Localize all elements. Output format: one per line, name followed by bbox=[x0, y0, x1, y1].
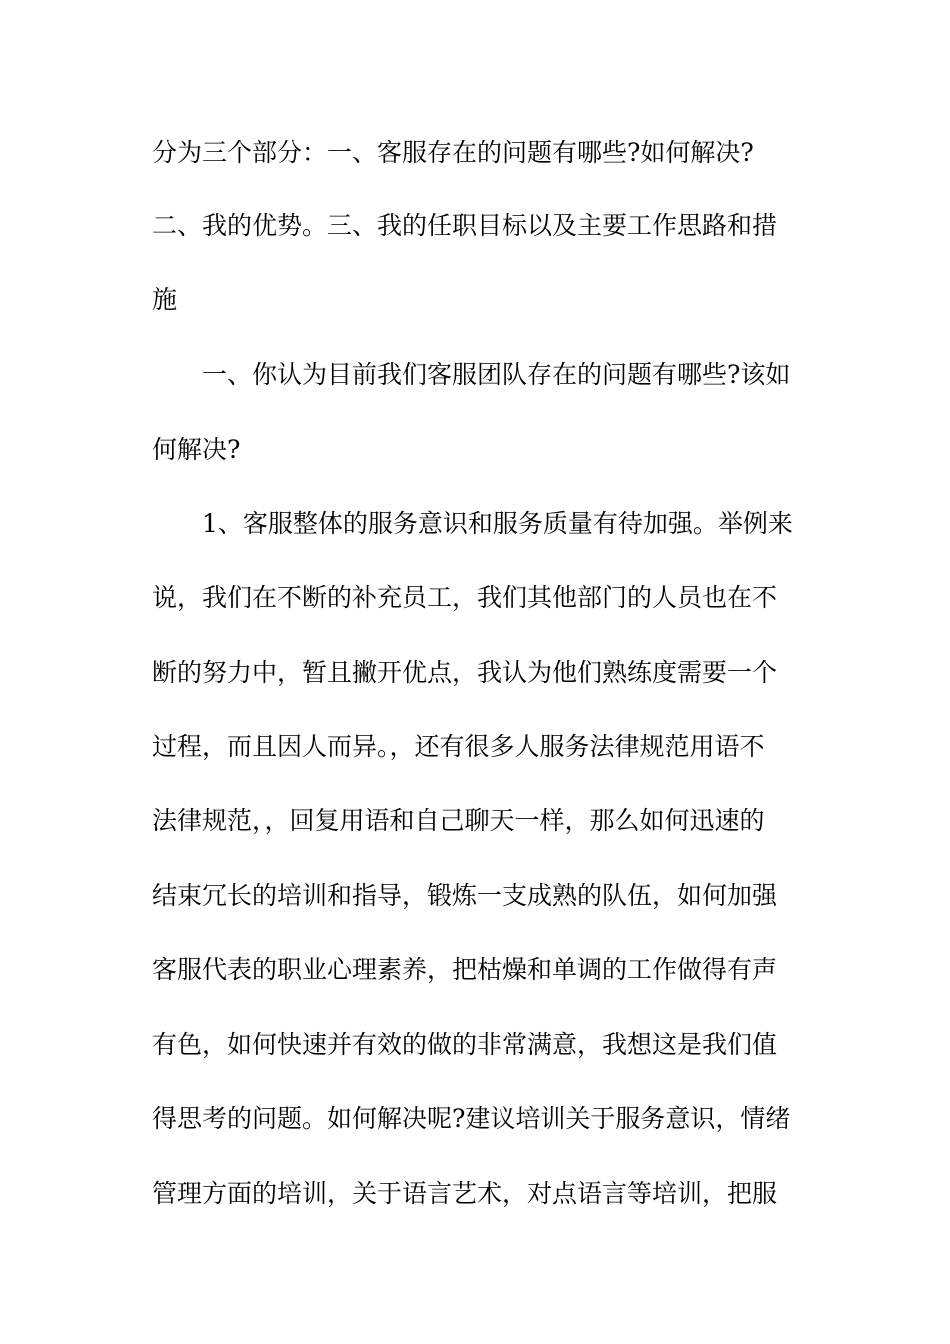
text-line: 得思考的问题。如何解决呢?建议培训关于服务意识，情绪 bbox=[152, 1104, 791, 1133]
text-line: 说，我们在不断的补充员工，我们其他部门的人员也在不 bbox=[152, 583, 778, 612]
text-line: 客服代表的职业心理素养，把枯燥和单调的工作做得有声 bbox=[152, 955, 778, 984]
text-line: 施 bbox=[152, 285, 178, 314]
paragraph-start: 1、客服整体的服务意识和服务质量有待加强。举例来 bbox=[202, 509, 793, 538]
text-line: 断的努力中，暂且撇开优点，我认为他们熟练度需要一个 bbox=[152, 658, 778, 687]
text-line: 法律规范，，回复用语和自己聊天一样，那么如何迅速的 bbox=[152, 806, 765, 835]
text-line: 分为三个部分：一、客服存在的问题有哪些?如何解决? bbox=[152, 138, 754, 167]
text-line: 过程，而且因人而异。，还有很多人服务法律规范用语不 bbox=[152, 732, 765, 761]
text-line: 有色，如何快速并有效的做的非常满意，我想这是我们值 bbox=[152, 1030, 778, 1059]
text-line: 何解决? bbox=[152, 435, 241, 464]
text-line: 结束冗长的培训和指导，锻炼一支成熟的队伍，如何加强 bbox=[152, 881, 778, 910]
paragraph-heading: 一、你认为目前我们客服团队存在的问题有哪些?该如 bbox=[202, 360, 791, 389]
text-line: 二、我的优势。三、我的任职目标以及主要工作思路和措 bbox=[152, 211, 778, 240]
text-line: 管理方面的培训，关于语言艺术，对点语言等培训，把服 bbox=[152, 1179, 778, 1208]
